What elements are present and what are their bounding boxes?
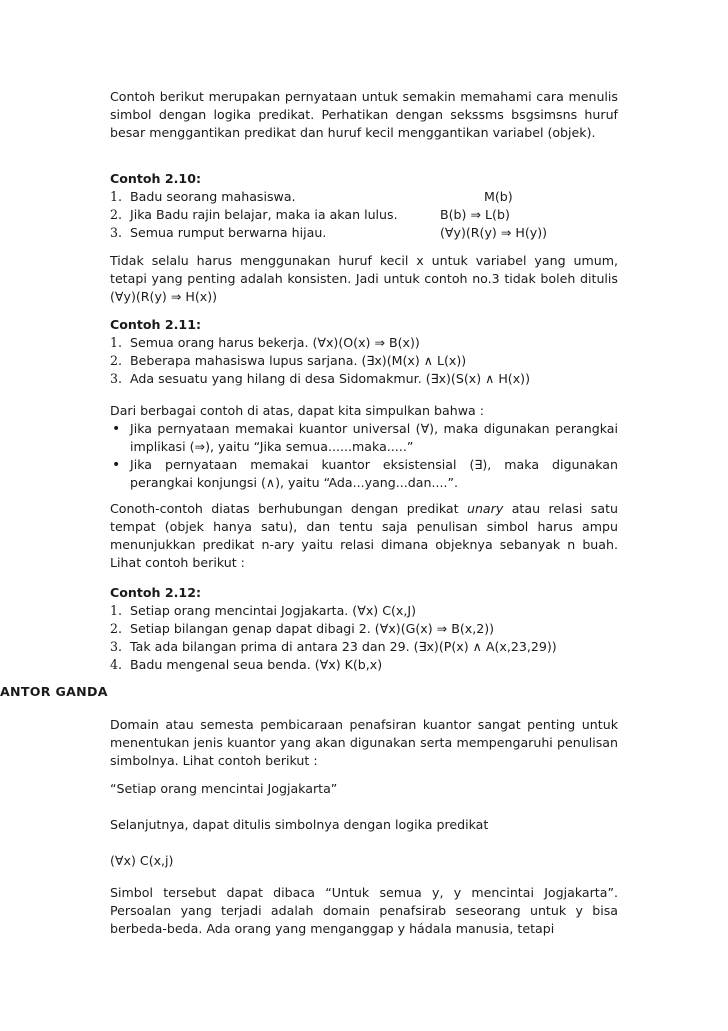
conclusion-lead: Dari berbagai contoh di atas, dapat kita simpulkan bahwa : — [110, 403, 484, 418]
item-statement: Ada sesuatu yang hilang di desa Sidomakmur. (∃x)(S(x) ∧ H(x)) — [130, 371, 531, 386]
formula-line: (∀x) C(x,j) — [110, 853, 174, 868]
consistency-paragraph: Tidak selalu harus menggunakan huruf kecil x untuk variabel yang umum, tetapi yang penting adalah konsisten. Jadi untuk contoh no.3 tidak boleh ditulis (∀y)(R(y) ⇒ H(x)) — [110, 253, 618, 304]
list-item — [110, 188, 618, 206]
list-item — [110, 224, 618, 242]
section-title: ANTOR GANDA — [0, 684, 108, 699]
list-item — [110, 334, 618, 352]
item-statement: Badu seorang mahasiswa. — [130, 189, 296, 204]
list-item — [110, 370, 618, 388]
conclusion-bullets — [110, 420, 618, 492]
intro-paragraph: Contoh berikut merupakan pernyataan untuk semakin memahami cara menulis simbol dengan logika predikat. Perhatikan dengan sekssms bsgsimsns huruf besar menggantikan predikat dan huruf kecil menggantikan variabel (objek). — [110, 89, 618, 140]
quote-line: “Setiap orang mencintai Jogjakarta” — [110, 781, 338, 796]
nary-text-before: Conoth-contoh diatas berhubungan dengan predikat — [110, 501, 467, 516]
item-symbol: M(b) — [484, 189, 513, 204]
item-statement: Badu mengenal seua benda. (∀x) K(b,x) — [130, 657, 383, 672]
bullet-text: Jika pernyataan memakai kuantor universal (∀), maka digunakan perangkai implikasi (⇒), yaitu “Jika semua......maka.....” — [130, 421, 618, 454]
item-symbol: B(b) ⇒ L(b) — [440, 207, 510, 222]
example-2-10-list — [110, 188, 618, 242]
bullet-text: Jika pernyataan memakai kuantor eksistensial (∃), maka digunakan perangkai konjungsi (∧), yaitu “Ada...yang...dan....”. — [130, 457, 618, 490]
nary-paragraph — [110, 500, 618, 572]
item-number: 3. — [110, 639, 123, 654]
list-item — [110, 352, 618, 370]
follow-up-line: Selanjutnya, dapat ditulis simbolnya dengan logika predikat — [110, 817, 489, 832]
item-statement: Tak ada bilangan prima di antara 23 dan 29. (∃x)(P(x) ∧ A(x,23,29)) — [130, 639, 557, 654]
domain-paragraph: Domain atau semesta pembicaraan penafsiran kuantor sangat penting untuk menentukan jenis kuantor yang akan digunakan serta mempengaruhi penulisan simbolnya. Lihat contoh berikut : — [110, 717, 618, 768]
bullet-icon: • — [112, 421, 121, 437]
list-item — [110, 638, 618, 656]
nary-italic-term: unary — [466, 501, 504, 516]
item-statement: Semua orang harus bekerja. (∀x)(O(x) ⇒ B(x)) — [130, 335, 420, 350]
symbol-reading-paragraph: Simbol tersebut dapat dibaca “Untuk semua y, y mencintai Jogjakarta”. Persoalan yang terjadi adalah domain penafsirab seseorang untuk y bisa berbeda-beda. Ada orang yang menganggap y hádala manusia, tetapi — [110, 885, 618, 936]
list-item — [110, 620, 618, 638]
item-number: 2. — [110, 353, 123, 368]
list-item — [110, 206, 618, 224]
item-statement: Setiap bilangan genap dapat dibagi 2. (∀x)(G(x) ⇒ B(x,2)) — [130, 621, 495, 636]
list-item — [110, 656, 618, 674]
item-number: 4. — [110, 657, 123, 672]
item-statement: Jika Badu rajin belajar, maka ia akan lulus. — [130, 207, 398, 222]
item-statement: Semua rumput berwarna hijau. — [130, 225, 327, 240]
item-number: 1. — [110, 189, 123, 204]
item-number: 1. — [110, 603, 123, 618]
example-2-11-list — [110, 334, 618, 388]
item-statement: Beberapa mahasiswa lupus sarjana. (∃x)(M(x) ∧ L(x)) — [130, 353, 467, 368]
item-number: 2. — [110, 621, 123, 636]
item-number: 3. — [110, 371, 123, 386]
example-2-10-title: Contoh 2.10: — [110, 171, 201, 186]
list-item — [110, 602, 618, 620]
item-statement: Setiap orang mencintai Jogjakarta. (∀x) C(x,J) — [130, 603, 416, 618]
nary-text-after: atau relasi satu tempat (objek hanya satu), dan tentu saja penulisan simbol harus ampu menunjukkan predikat n-ary yaitu relasi dimana objeknya sebanyak n buah. Lihat contoh berikut : — [110, 501, 618, 570]
list-item — [110, 420, 618, 456]
item-number: 2. — [110, 207, 123, 222]
example-2-12-list — [110, 602, 618, 674]
item-number: 1. — [110, 335, 123, 350]
list-item — [110, 456, 618, 492]
item-symbol: (∀y)(R(y) ⇒ H(y)) — [440, 225, 548, 240]
bullet-icon: • — [112, 457, 121, 473]
example-2-12-title: Contoh 2.12: — [110, 585, 201, 600]
example-2-11-title: Contoh 2.11: — [110, 317, 201, 332]
item-number: 3. — [110, 225, 123, 240]
